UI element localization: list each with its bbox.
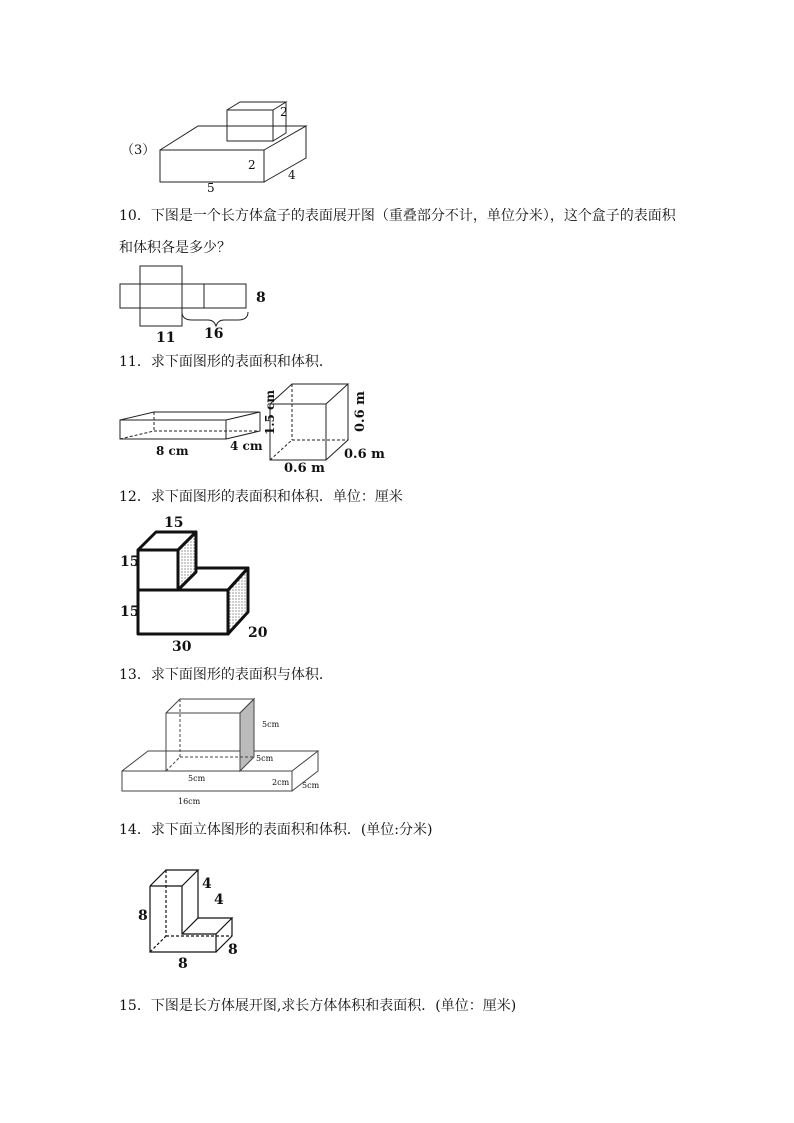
q13-top-width: 5cm bbox=[188, 774, 206, 783]
q13-top-depth: 5cm bbox=[256, 754, 274, 763]
q12-upper-left-label: 15 bbox=[120, 554, 140, 570]
fig3-mid-label: 2 bbox=[248, 158, 256, 172]
q14-label-8-bottom: 8 bbox=[178, 956, 188, 972]
q11-cube-width: 0.6 m bbox=[284, 461, 325, 476]
question-11-text: 11．求下面图形的表面积和体积． bbox=[119, 354, 333, 370]
q10-label-16: 16 bbox=[204, 326, 224, 342]
question-14-text: 14．求下面立体图形的表面积和体积．(单位:分米) bbox=[119, 822, 433, 838]
figure-3-number: （3） bbox=[121, 143, 156, 158]
q10-label-11: 11 bbox=[156, 330, 176, 346]
q11-label-8cm: 8 cm bbox=[156, 444, 189, 458]
question-10-line2: 和体积各是多少？ bbox=[119, 240, 231, 256]
figure-3-diagram bbox=[150, 95, 320, 195]
question-15-text: 15．下图是长方体展开图,求长方体体积和表面积．(单位：厘米) bbox=[119, 998, 517, 1014]
question-10-net-diagram bbox=[118, 264, 278, 346]
question-10-line1: 10．下图是一个长方体盒子的表面展开图（重叠部分不计，单位分米），这个盒子的表面积 bbox=[119, 208, 676, 224]
fig3-width-label: 5 bbox=[207, 181, 215, 195]
question-14-diagram bbox=[134, 858, 244, 973]
q14-label-8-left: 8 bbox=[138, 908, 148, 924]
q12-bottom-label: 30 bbox=[172, 639, 192, 655]
question-11-diagram bbox=[118, 380, 388, 475]
q12-depth-label: 20 bbox=[248, 625, 268, 641]
question-12-text: 12．求下面图形的表面积和体积．单位：厘米 bbox=[119, 489, 403, 505]
q12-top-label: 15 bbox=[164, 515, 184, 531]
fig3-top-label: 2 bbox=[280, 105, 288, 119]
q14-label-8-right: 8 bbox=[228, 942, 238, 958]
q13-base-depth: 2cm bbox=[272, 778, 290, 787]
q12-lower-left-label: 15 bbox=[120, 604, 140, 620]
q11-cube-height: 0.6 m bbox=[353, 391, 368, 432]
q14-label-4b: 4 bbox=[214, 892, 224, 908]
fig3-depth-label: 4 bbox=[288, 168, 296, 182]
q11-cube-depth: 0.6 m bbox=[344, 447, 385, 462]
q13-top-height: 5cm bbox=[262, 720, 280, 729]
q14-label-4a: 4 bbox=[202, 876, 212, 892]
q11-label-4cm: 4 cm bbox=[230, 439, 263, 453]
q11-label-1-5cm: 1.5 cm bbox=[263, 389, 277, 435]
question-13-text: 13．求下面图形的表面积与体积． bbox=[119, 667, 333, 683]
q13-base-height: 5cm bbox=[302, 781, 320, 790]
q10-label-8: 8 bbox=[256, 290, 266, 306]
q13-base-width: 16cm bbox=[178, 797, 201, 806]
question-13-diagram bbox=[118, 693, 328, 808]
question-12-diagram bbox=[118, 514, 278, 656]
